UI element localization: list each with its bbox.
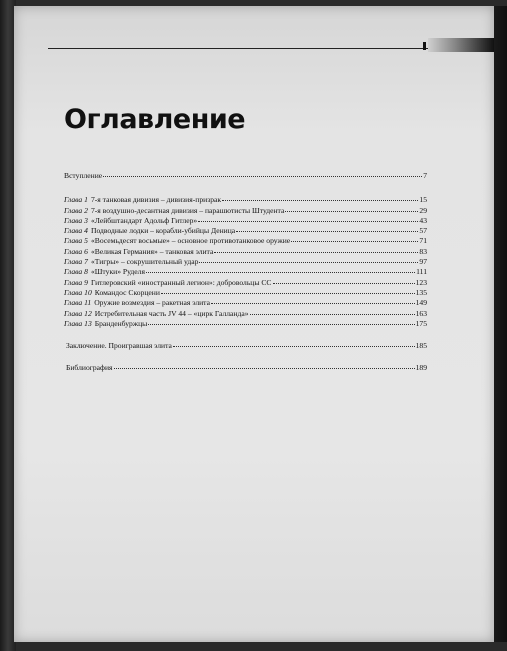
toc-page-number: 43: [419, 215, 427, 225]
toc-entry-conclusion[interactable]: [64, 341, 427, 351]
toc-entry-intro[interactable]: [64, 171, 427, 181]
leader-dots: [103, 170, 422, 177]
chapter-number: 3: [84, 215, 88, 225]
leader-dots: [148, 318, 414, 325]
toc-entry-title: Гитлеровский «иностранный легион»: добровольцы СС: [90, 277, 272, 287]
leader-dots: [291, 235, 418, 242]
toc-page-number: 57: [419, 226, 427, 236]
toc-entry-bibliography[interactable]: [64, 363, 427, 373]
leader-dots: [250, 308, 415, 315]
toc-entry-title: Истребительная часть JV 44 – «цирк Галланда»: [94, 308, 249, 318]
leader-dots: [285, 205, 418, 212]
leader-dots: [146, 266, 415, 273]
toc-page-number: 83: [419, 246, 427, 256]
toc-entry-title: Вступление: [64, 171, 103, 180]
toc-entry-chapter[interactable]: [64, 319, 427, 329]
chapter-label: Глава: [64, 287, 83, 297]
toc-page-number: 111: [416, 267, 427, 277]
leader-dots: [173, 340, 415, 347]
toc-entry-title: «Восемьдесят восьмые» – основное противотанковое оружие: [90, 236, 291, 246]
chapter-number: 5: [84, 236, 88, 246]
chapter-label: Глава: [64, 226, 83, 236]
chapter-label: Глава: [64, 205, 83, 215]
chapter-number: 2: [84, 205, 88, 215]
toc-entry-title: Подводные лодки – корабли-убийцы Деница: [90, 226, 236, 236]
leader-dots: [236, 225, 418, 232]
leader-dots: [114, 362, 415, 369]
chapter-label: Глава: [64, 318, 83, 328]
leader-dots: [273, 277, 415, 284]
toc-page-number: 97: [419, 257, 427, 267]
chapter-label: Глава: [64, 236, 83, 246]
chapter-number: 1: [84, 195, 88, 205]
chapter-number: 8: [84, 267, 88, 277]
toc-page-number: 185: [415, 341, 427, 351]
toc-entry-title: Бранденбуржцы: [94, 318, 148, 328]
chapter-label: Глава: [64, 215, 83, 225]
leader-dots: [199, 256, 418, 263]
chapter-number: 7: [84, 257, 88, 267]
toc-page-number: 163: [415, 308, 427, 318]
toc-page-number: 135: [415, 287, 427, 297]
toc-page-number: 123: [415, 277, 427, 287]
header-gradient-bar: [428, 38, 494, 52]
toc-entry-title: «Тигры» – сокрушительный удар: [90, 257, 199, 267]
chapter-number: 4: [84, 226, 88, 236]
leader-dots: [211, 297, 415, 304]
toc-page-number: 189: [415, 363, 427, 373]
chapter-number: 13: [84, 318, 92, 328]
leader-dots: [214, 246, 418, 253]
chapter-number: 6: [84, 246, 88, 256]
toc-entry-title: Заключение. Проигравшая элита: [66, 341, 172, 351]
toc-entry-title: «Штуки» Руделя: [90, 267, 145, 277]
leader-dots: [222, 194, 418, 201]
toc-entry-title: Оружие возмездия – ракетная элита: [94, 298, 210, 308]
toc-page-number: 29: [419, 205, 427, 215]
leader-dots: [161, 287, 415, 294]
toc-page-number: 175: [415, 318, 427, 328]
header-mark: [423, 42, 426, 50]
chapter-label: Глава: [64, 267, 83, 277]
chapter-number: 11: [84, 298, 92, 308]
toc-entry-title: «Лейбштандарт Адольф Гитлер»: [90, 215, 198, 225]
toc-page-number: 71: [419, 236, 427, 246]
page-title: Оглавление: [64, 104, 246, 135]
toc-page-number: 15: [419, 195, 427, 205]
table-of-contents: [64, 171, 427, 374]
chapter-list: [64, 195, 427, 329]
chapter-label: Глава: [64, 298, 83, 308]
toc-page-number: 7: [423, 171, 427, 180]
chapter-label: Глава: [64, 246, 83, 256]
chapter-label: Глава: [64, 308, 83, 318]
chapter-label: Глава: [64, 257, 83, 267]
spacer: [64, 181, 427, 195]
chapter-label: Глава: [64, 195, 83, 205]
book-cover-edge: [494, 6, 507, 642]
chapter-label: Глава: [64, 277, 83, 287]
toc-entry-title: Библиография: [66, 363, 113, 373]
chapter-number: 10: [84, 287, 92, 297]
toc-entry-title: Командос Скорцени: [94, 287, 160, 297]
leader-dots: [198, 215, 418, 222]
toc-page-number: 149: [415, 298, 427, 308]
toc-entry-title: «Великая Германия» – танковая элита: [90, 246, 214, 256]
header-rule: [48, 48, 428, 49]
toc-entry-title: 7-я воздушно-десантная дивизия – парашютисты Штудента: [90, 205, 285, 215]
toc-entry-title: 7-я танковая дивизия – дивизия-призрак: [90, 195, 222, 205]
chapter-number: 12: [84, 308, 92, 318]
chapter-number: 9: [84, 277, 88, 287]
